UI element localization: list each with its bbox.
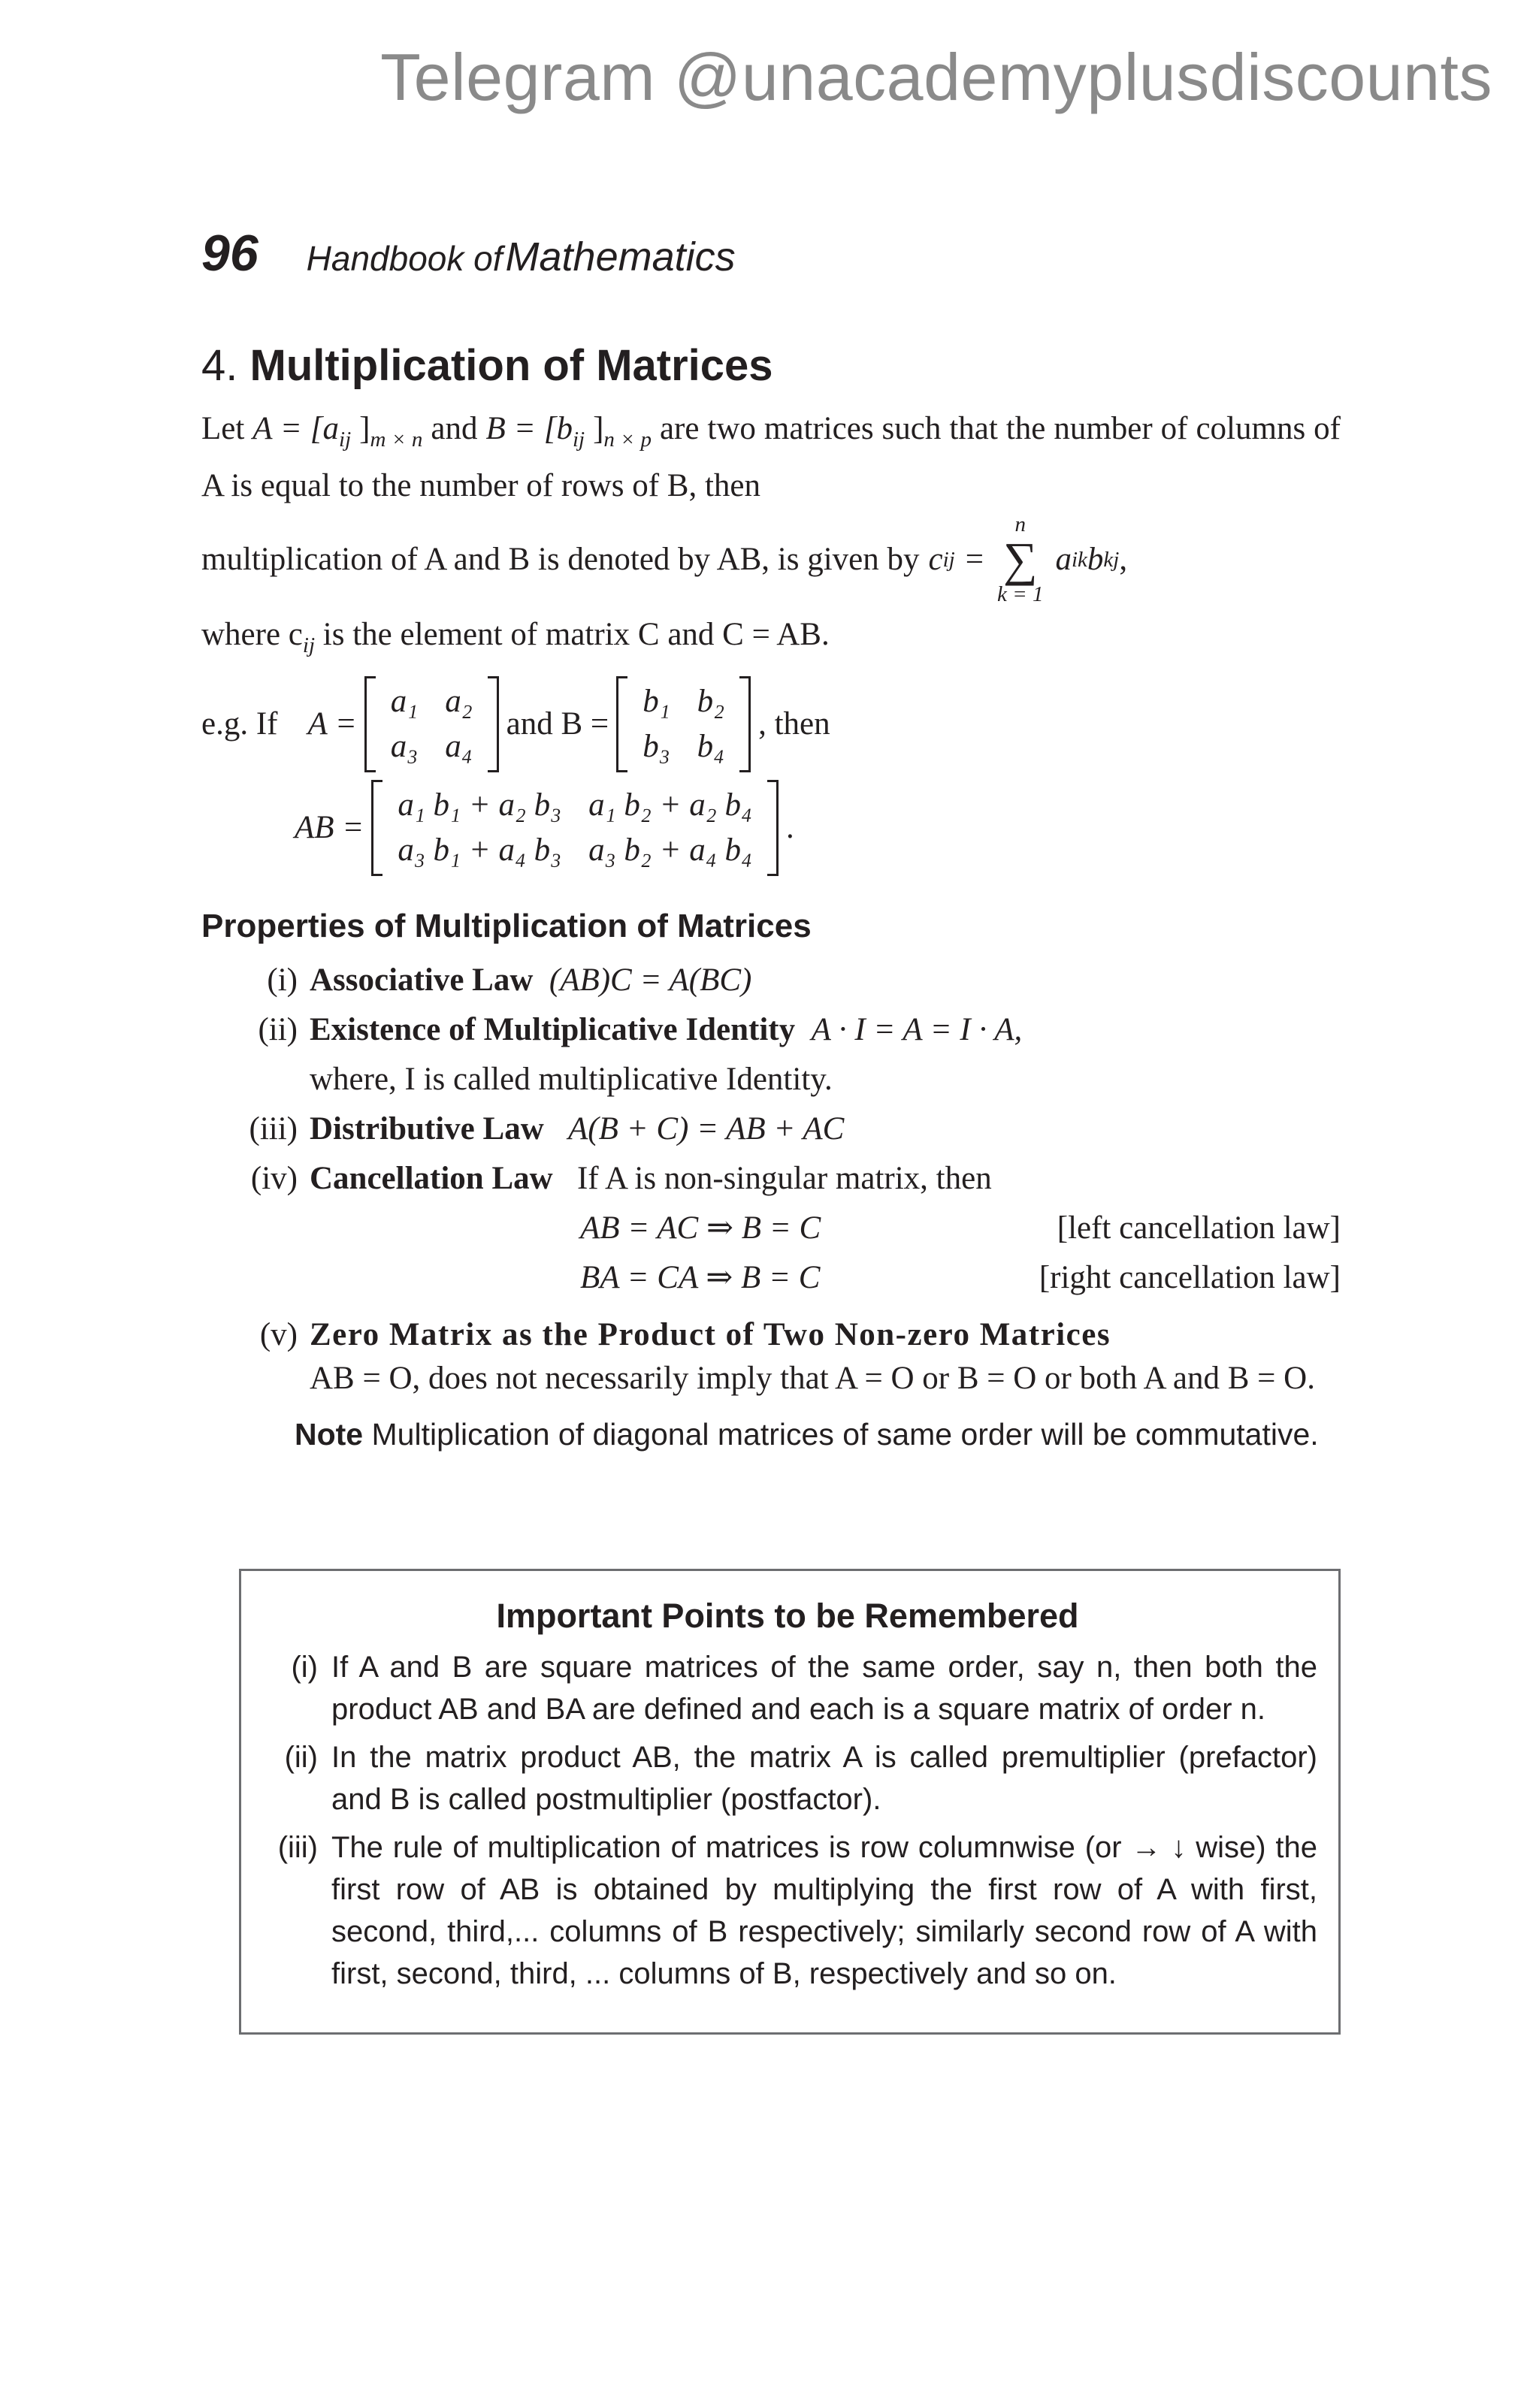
example-lead: e.g. If (201, 706, 278, 742)
product-formula (201, 514, 1341, 606)
property-title: Cancellation Law (310, 1160, 553, 1196)
section-heading (201, 340, 1341, 392)
formula-cij: c (928, 541, 943, 577)
page-content (201, 340, 1341, 1455)
cancellation-tag: [left cancellation law] (1057, 1210, 1341, 1246)
cancellation-tag: [right cancellation law] (1039, 1259, 1341, 1295)
matrix-b-cell: b₄ (697, 728, 725, 764)
summation (997, 514, 1043, 606)
cancellation-row (201, 1253, 1341, 1303)
matrix-ab-cell: a₃ b₂ + a₄ b₄ (588, 832, 752, 868)
section-title: Multiplication of Matrices (249, 341, 773, 390)
matrix-a-cell: a₃ (390, 728, 419, 764)
intro-b-order: n × p (603, 427, 652, 452)
box-point-text: If A and B are square matrices of the same order, say n, then both the product AB and BA are defined and each is a square matrix of order n. (331, 1651, 1317, 1726)
matrix-b-cell: b₃ (643, 728, 670, 764)
sum-term-a: a (1055, 541, 1072, 577)
matrix-ab (371, 780, 779, 876)
book-title-prefix: Handbook of (306, 239, 503, 278)
intro-a-order: m × n (370, 427, 423, 452)
intro-text-start: Let (201, 410, 253, 446)
matrix-a (364, 676, 499, 772)
intro-text-rest: are two matrices such that the number of columns of A is equal to the number of rows of B, then (201, 410, 1341, 503)
formula-lead-text: multiplication of A and B is denoted by AB, is given by (201, 541, 920, 577)
box-title: Important Points to be Remembered (496, 1597, 1079, 1635)
property-item (201, 1005, 1341, 1104)
sum-term-b-sub: kj (1103, 547, 1120, 572)
sigma-symbol: ∑ (1002, 532, 1038, 586)
box-point (258, 1736, 1317, 1820)
property-number: (ii) (258, 1011, 298, 1047)
property-item (201, 1313, 1341, 1400)
watermark-text: Telegram @unacademyplusdiscounts (380, 40, 1492, 114)
box-point-text: In the matrix product AB, the matrix A is called premultiplier (prefactor) and B is called postmultiplier (postfactor). (331, 1741, 1317, 1816)
sigma-lower-limit: k = 1 (997, 582, 1044, 606)
book-title-main: Mathematics (505, 234, 736, 279)
intro-and: and (422, 410, 486, 446)
matrix-a-cell: a₂ (445, 683, 473, 719)
where-text: where c (201, 616, 303, 652)
box-point-text: The rule of multiplication of matrices is row columnwise (or → ↓ wise) the first row of AB is obtained by multiplying the first row of A with first, second, third,... columns of B respectively; similarly second row of A with first, second, third, ... columns of B, respectively and so on. (331, 1831, 1317, 1990)
property-item (201, 1154, 1341, 1204)
sum-comma: , (1119, 541, 1128, 577)
formula-cij-sub: ij (942, 547, 955, 572)
sum-term-b: b (1087, 541, 1104, 577)
where-line (201, 612, 1341, 669)
property-item (201, 956, 1341, 1005)
note (295, 1414, 1341, 1455)
cancellation-equation: BA = CA ⇒ B = C (580, 1259, 821, 1295)
matrix-ab-cell: a₁ b₂ + a₂ b₄ (588, 787, 752, 823)
property-number: (i) (267, 962, 298, 998)
matrix-ab-cell: a₁ b₁ + a₂ b₃ (398, 787, 562, 823)
example-and-b: and B = (506, 706, 609, 742)
property-text: A(B + C) = AB + AC (568, 1110, 845, 1147)
cancellation-row (201, 1204, 1341, 1253)
property-title: Associative Law (310, 962, 534, 998)
properties-heading: Properties of Multiplication of Matrices (201, 907, 812, 944)
example-a-label: A = (307, 706, 357, 742)
matrix-b (616, 676, 751, 772)
sigma-upper-limit: n (1014, 512, 1026, 536)
property-item (201, 1104, 1341, 1154)
where-sub: ij (302, 633, 316, 657)
product-row (295, 780, 1341, 876)
note-label: Note (295, 1416, 364, 1452)
property-text: (AB)C = A(BC) (549, 962, 752, 998)
where-rest: is the element of matrix C and C = AB. (315, 616, 830, 652)
property-text-extra: where, I is called multiplicative Identity. (310, 1061, 833, 1097)
property-title: Zero Matrix as the Product of Two Non-zero Matrices (310, 1316, 1111, 1352)
important-points-box (239, 1569, 1341, 2035)
page-number: 96 (201, 225, 259, 282)
cancellation-equation: AB = AC ⇒ B = C (580, 1210, 821, 1246)
matrix-ab-cell: a₃ b₁ + a₄ b₃ (398, 832, 562, 868)
running-header (201, 224, 736, 282)
property-title: Distributive Law (310, 1110, 544, 1147)
example-then: , then (758, 706, 830, 742)
box-point-number: (ii) (284, 1741, 318, 1774)
intro-a-sub: ij (339, 427, 352, 452)
box-point (258, 1646, 1317, 1730)
intro-paragraph: Let $A = [a_{ij}$ ]$_{m \times n}$ and $B = [b_{ij}$ ]$_{n \times p}$ are two matrices such that the number of columns of A is equal to the number of rows of B, then (201, 410, 1341, 503)
formula-equals: = (965, 541, 984, 577)
intro-b-def: B = [b (485, 410, 573, 446)
property-title: Existence of Multiplicative Identity (310, 1011, 796, 1047)
product-ab-label: AB = (295, 810, 364, 846)
box-point-number: (iii) (277, 1831, 318, 1864)
property-text: If A is non-singular matrix, then (576, 1160, 992, 1196)
property-number: (v) (259, 1316, 298, 1352)
property-number: (iv) (250, 1160, 298, 1196)
sum-term-a-sub: ik (1071, 547, 1087, 572)
matrix-b-cell: b₂ (697, 683, 725, 719)
matrix-b-cell: b₁ (643, 683, 670, 719)
property-text: AB = O, does not necessarily imply that A = O or B = O or both A and B = O. (310, 1360, 1315, 1396)
property-number: (iii) (249, 1110, 298, 1147)
matrix-a-cell: a₁ (390, 683, 419, 719)
section-number: 4. (201, 341, 238, 390)
product-period: . (785, 810, 794, 846)
example-row (201, 676, 1341, 772)
property-text: A · I = A = I · A, (811, 1011, 1023, 1047)
intro-a-def: A = [a (252, 410, 340, 446)
box-point-number: (i) (291, 1651, 318, 1684)
note-text: Multiplication of diagonal matrices of same order will be commutative. (371, 1416, 1319, 1452)
intro-b-sub: ij (572, 427, 585, 452)
matrix-a-cell: a₄ (445, 728, 473, 764)
box-point (258, 1826, 1317, 1995)
